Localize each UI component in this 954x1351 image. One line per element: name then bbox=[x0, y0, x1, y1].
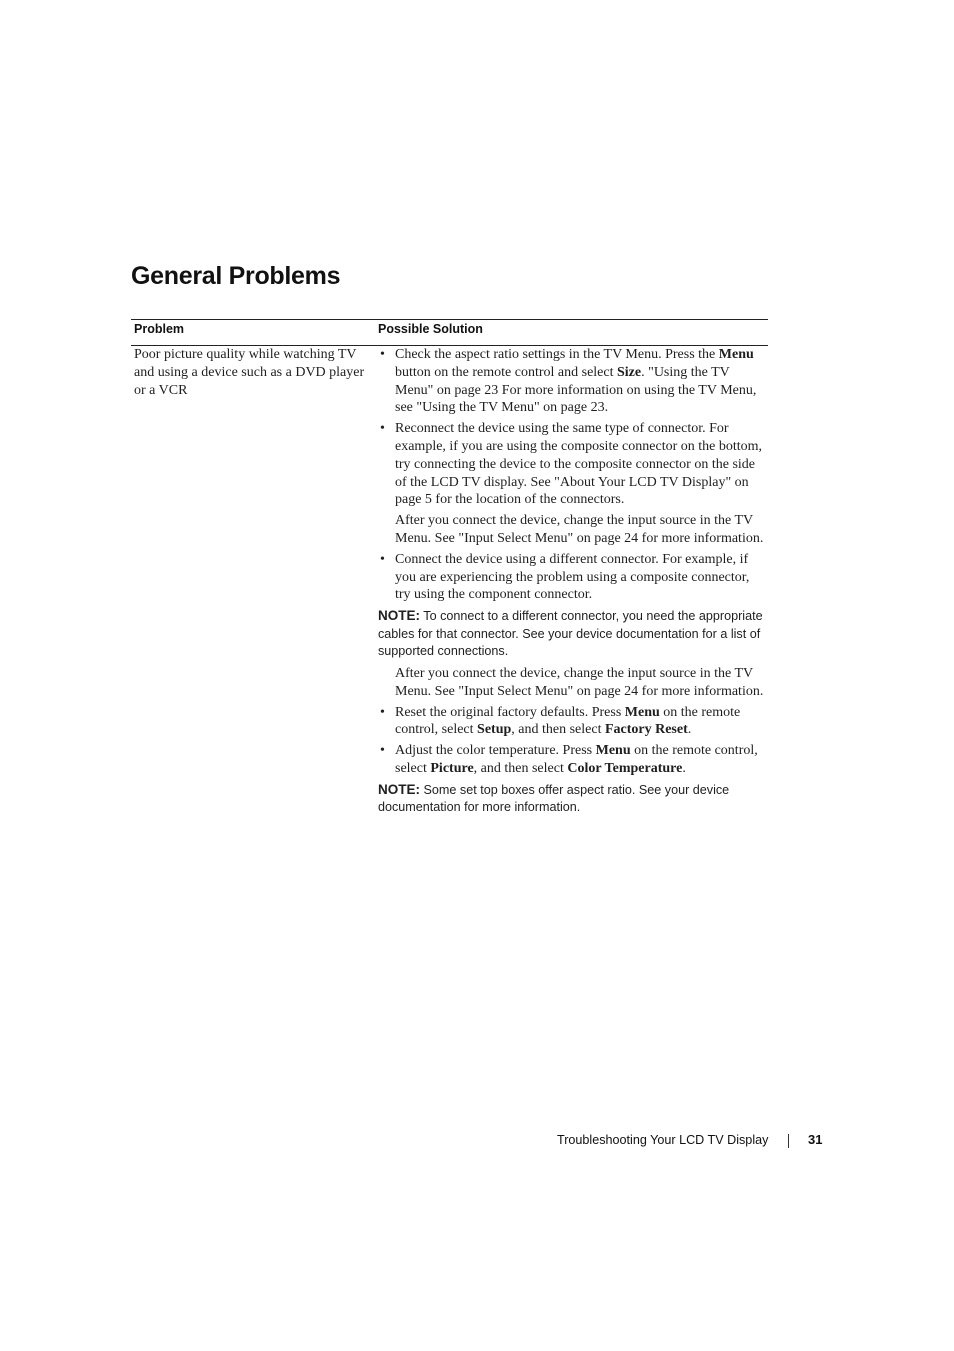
bullet-icon: • bbox=[380, 704, 385, 720]
solution-text: . bbox=[687, 722, 692, 738]
solution-text: on the remote control, select bbox=[395, 743, 758, 776]
header-solution: Possible Solution bbox=[378, 322, 483, 336]
solution-text: on the remote control, select bbox=[395, 704, 741, 738]
solution-item-different-connector bbox=[378, 551, 766, 604]
solution-item-factory-reset bbox=[378, 704, 766, 740]
note-set-top-boxes bbox=[378, 781, 766, 817]
note-text: To connect to a different connector, you need the appropriate cables for that connector. See your device documentation for a list of supported connections. bbox=[378, 609, 763, 659]
solution-paragraph-input-source-2: After you connect the device, change the input source in the TV Menu. See "Input Select Menu" on page 24 for more information. bbox=[395, 665, 764, 699]
solution-text: Reset the original factory defaults. Press bbox=[395, 704, 625, 720]
keyword-color-temperature: Color Temperature bbox=[567, 760, 683, 776]
keyword-setup: Setup bbox=[477, 722, 512, 738]
solution-text: , and then select bbox=[511, 722, 605, 738]
solution-text: Check the aspect ratio settings in the TV Menu. Press the bbox=[395, 347, 719, 362]
keyword-menu: Menu bbox=[595, 743, 631, 759]
solution-item-aspect-ratio bbox=[378, 346, 766, 417]
keyword-picture: Picture bbox=[430, 760, 474, 776]
keyword-factory-reset: Factory Reset bbox=[604, 722, 688, 738]
table-top-rule bbox=[131, 319, 768, 320]
note-label: NOTE: bbox=[378, 608, 420, 624]
keyword-menu: Menu bbox=[624, 704, 660, 720]
footer-page-number: 31 bbox=[808, 1132, 823, 1147]
note-label: NOTE: bbox=[378, 781, 420, 797]
solution-text: Adjust the color temperature. Press bbox=[395, 743, 596, 759]
footer-chapter-title: Troubleshooting Your LCD TV Display bbox=[557, 1133, 769, 1147]
problem-cell: Poor picture quality while watching TV and using a device such as a DVD player or a VCR bbox=[134, 347, 365, 398]
bullet-icon: • bbox=[380, 743, 385, 759]
solution-text: Connect the device using a different connector. For example, if you are experiencing the problem using a composite connector, try using the component connector. bbox=[395, 551, 750, 603]
solution-text: , and then select bbox=[473, 760, 568, 776]
solution-paragraph-input-source: After you connect the device, change the input source in the TV Menu. See "Input Select Menu" on page 24 for more information. bbox=[395, 513, 764, 546]
note-cables bbox=[378, 607, 766, 661]
solution-item-color-temperature bbox=[378, 742, 766, 778]
bullet-icon: • bbox=[380, 551, 385, 567]
solution-text: Reconnect the device using the same type of connector. For example, if you are using the composite connector on the bottom, try connecting the device to the composite connector on the side of the LCD TV display. See "About Your LCD TV Display" on page 5 for the location of the connectors. bbox=[395, 421, 763, 508]
keyword-size: Size bbox=[617, 364, 642, 380]
solution-item-reconnect bbox=[378, 420, 766, 509]
keyword-menu: Menu bbox=[718, 347, 754, 362]
bullet-icon: • bbox=[380, 347, 385, 362]
solution-text: . "Using the TV Menu" on page 23 For more information on using the TV Menu, see "Using the TV Menu" on page 23. bbox=[395, 364, 757, 416]
solution-cell bbox=[378, 346, 766, 821]
solution-text: button on the remote control and select bbox=[395, 364, 617, 380]
note-text: Some set top boxes offer aspect ratio. See your device documentation for more information. bbox=[378, 782, 730, 815]
solution-text: . bbox=[682, 760, 686, 776]
bullet-icon: • bbox=[380, 421, 385, 437]
footer-separator bbox=[788, 1134, 789, 1148]
header-problem: Problem bbox=[134, 322, 185, 336]
page-title: General Problems bbox=[131, 262, 341, 290]
